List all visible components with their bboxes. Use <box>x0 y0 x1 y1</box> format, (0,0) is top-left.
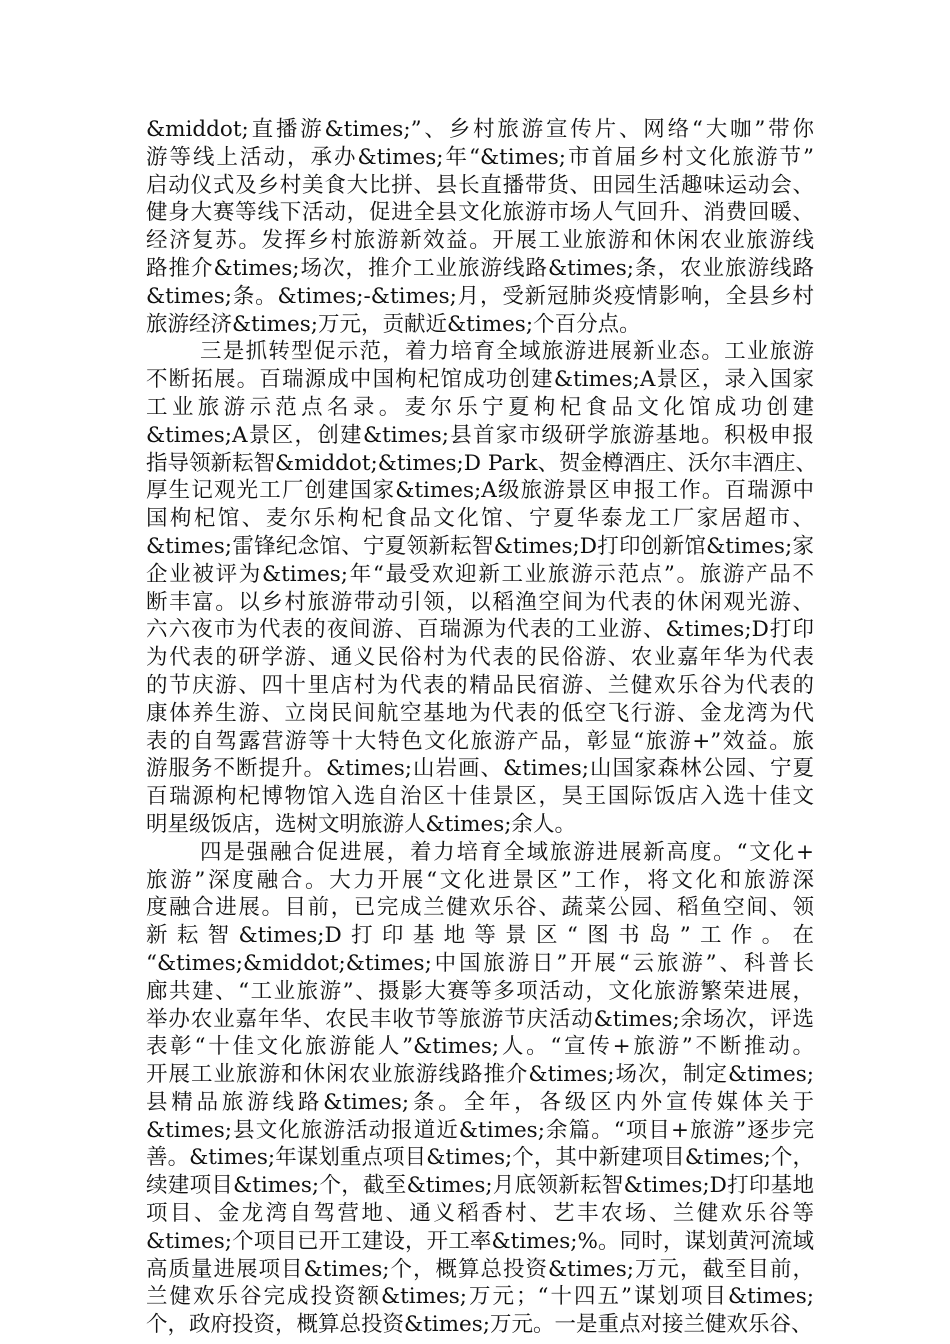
text-line: 度融合进展。目前，已完成兰健欢乐谷、蔬菜公园、稻鱼空间、领 <box>146 895 814 921</box>
paragraph-2 <box>146 338 817 838</box>
text-line: 指导领新耘智&middot;&times;D Park、贺金樽酒庄、沃尔丰酒庄、 <box>146 450 817 476</box>
text-line: &times;县文化旅游活动报道近&times;余篇。“项目+旅游”逐步完 <box>146 1117 814 1143</box>
paragraph-1 <box>146 116 814 338</box>
text-line: 国枸杞馆、麦尔乐枸杞食品文化馆、宁夏华泰龙工厂家居超市、 <box>146 506 814 532</box>
text-line: 举办农业嘉年华、农民丰收节等旅游节庆活动&times;余场次，评选 <box>146 1006 814 1032</box>
text-line: 县精品旅游线路&times;条。全年，各级区内外宣传媒体关于 <box>146 1089 814 1115</box>
text-line: 廊共建、“工业旅游”、摄影大赛等多项活动，文化旅游繁荣进展， <box>146 978 814 1004</box>
text-line: 经济复苏。发挥乡村旅游新效益。开展工业旅游和休闲农业旅游线 <box>146 228 814 254</box>
text-line: 旅游经济&times;万元，贡献近&times;个百分点。 <box>146 311 641 337</box>
text-line: 续建项目&times;个，截至&times;月底领新耘智&times;D打印基地 <box>146 1173 814 1199</box>
text-line: 六六夜市为代表的夜间游、百瑞源为代表的工业游、&times;D打印 <box>146 617 814 643</box>
text-line: 明星级饭店，选树文明旅游人&times;余人。 <box>146 811 577 837</box>
text-line: 企业被评为&times;年“最受欢迎新工业旅游示范点”。旅游产品不 <box>146 561 814 587</box>
text-line: 的节庆游、四十里店村为代表的精品民宿游、兰健欢乐谷为代表的 <box>146 672 814 698</box>
text-line: “&times;&middot;&times;中国旅游日”开展“云旅游”、科普长 <box>146 950 814 976</box>
text-line: 善。&times;年谋划重点项目&times;个，其中新建项目&times;个， <box>146 1145 814 1171</box>
text-line: 项目、金龙湾自驾营地、通义稻香村、艺丰农场、兰健欢乐谷等 <box>146 1201 814 1227</box>
text-line: 启动仪式及乡村美食大比拼、县长直播带货、田园生活趣味运动会、 <box>146 172 814 198</box>
text-line: 康体养生游、立岗民间航空基地为代表的低空飞行游、金龙湾为代 <box>146 700 814 726</box>
text-line: 个，政府投资，概算总投资&times;万元。一是重点对接兰健欢乐谷、 <box>146 1312 813 1338</box>
text-line: 游服务不断提升。&times;山岩画、&times;山国家森林公园、宁夏 <box>146 756 814 782</box>
text-line: 健身大赛等线下活动，促进全县文化旅游市场人气回升、消费回暖、 <box>146 200 814 226</box>
text-line: 兰健欢乐谷完成投资额&times;万元；“十四五”谋划项目&times; <box>146 1284 814 1310</box>
text-line: &times;个项目已开工建设，开工率&times;%。同时，谋划黄河流域 <box>146 1228 814 1254</box>
text-line: 断丰富。以乡村旅游带动引领，以稻渔空间为代表的休闲观光游、 <box>146 589 814 615</box>
text-line: 表彰“十佳文化旅游能人”&times;人。“宣传+旅游”不断推动。 <box>146 1034 814 1060</box>
text-line: 百瑞源枸杞博物馆入选自治区十佳景区，昊王国际饭店入选十佳文 <box>146 784 814 810</box>
text-line: 工业旅游示范点名录。麦尔乐宁夏枸杞食品文化馆成功创建 <box>146 394 814 420</box>
text-line: 高质量进展项目&times;个，概算总投资&times;万元，截至目前， <box>146 1256 814 1282</box>
text-line: 三是抓转型促示范，着力培育全域旅游进展新业态。工业旅游 <box>200 339 814 365</box>
text-line: 开展工业旅游和休闲农业旅游线路推介&times;场次，制定&times; <box>146 1062 814 1088</box>
text-line: 厚生记观光工厂创建国家&times;A级旅游景区申报工作。百瑞源中 <box>146 478 814 504</box>
text-line: 四是强融合促进展，着力培育全域旅游进展新高度。“文化+ <box>200 839 814 865</box>
text-line: 为代表的研学游、通义民俗村为代表的民俗游、农业嘉年华为代表 <box>146 645 814 671</box>
document-page <box>146 116 817 1339</box>
text-line: 游等线上活动，承办&times;年“&times;市首届乡村文化旅游节” <box>146 144 814 170</box>
text-line: 新耘智&times;D打印基地等景区“图书岛”工作。在 <box>146 923 814 949</box>
text-line: 路推介&times;场次，推介工业旅游线路&times;条，农业旅游线路 <box>146 255 814 281</box>
text-line: 不断拓展。百瑞源成中国枸杞馆成功创建&times;A景区，录入国家 <box>146 367 814 393</box>
text-line: &times;雷锋纪念馆、宁夏领新耘智&times;D打印创新馆&times;家 <box>146 533 814 559</box>
text-line: 表的自驾露营游等十大特色文化旅游产品，彰显“旅游+”效益。旅 <box>146 728 814 754</box>
text-line: &middot;直播游&times;”、乡村旅游宣传片、网络“大咖”带你 <box>146 117 814 142</box>
text-line: &times;条。&times;-&times;月，受新冠肺炎疫情影响，全县乡村 <box>146 283 814 309</box>
paragraph-3 <box>146 839 814 1339</box>
text-line: &times;A景区，创建&times;县首家市级研学旅游基地。积极申报 <box>146 422 814 448</box>
text-line: 旅游”深度融合。大力开展“文化进景区”工作，将文化和旅游深 <box>146 867 814 893</box>
